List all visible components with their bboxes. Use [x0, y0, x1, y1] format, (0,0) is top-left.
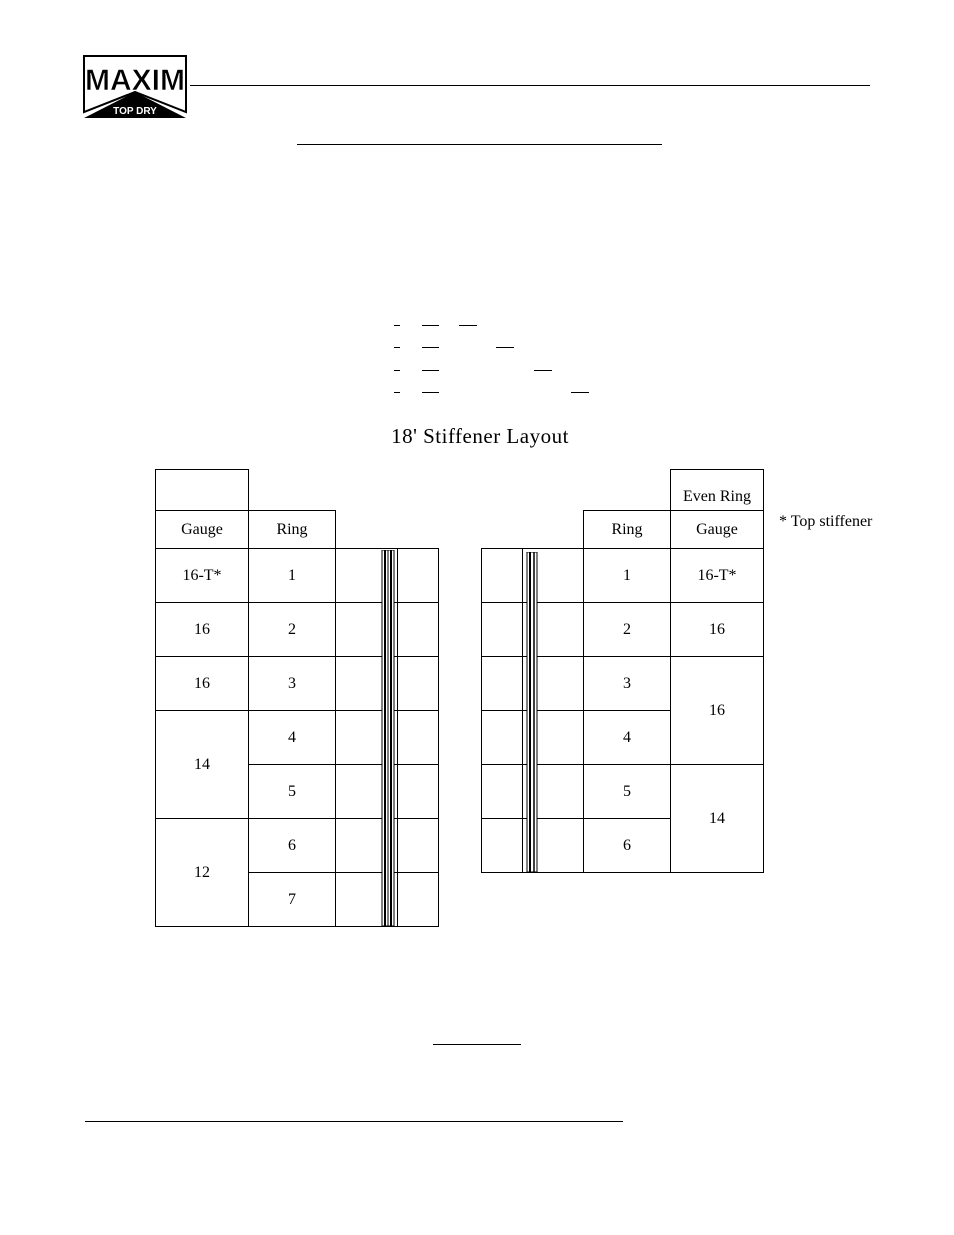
dash-mark: [394, 370, 400, 371]
dash-mark: [394, 347, 400, 348]
left-ring-cell: 5: [249, 765, 336, 819]
left-ring-cell: 6: [249, 819, 336, 873]
dash-mark: [534, 370, 552, 371]
heading-underline: [297, 144, 662, 145]
header-rule: [190, 85, 870, 86]
right-panel-cell: [482, 711, 523, 765]
dash-mark: [422, 392, 439, 393]
left-ring-cell: 1: [249, 549, 336, 603]
right-ring-cell: 4: [584, 711, 671, 765]
right-panel-cell: [482, 765, 523, 819]
dash-mark: [394, 325, 400, 326]
footer-rule: [85, 1121, 623, 1122]
dash-mark: [571, 392, 589, 393]
right-gauge-cell: 16: [671, 657, 764, 765]
left-gauge-cell: 16-T*: [156, 549, 249, 603]
dash-mark: [422, 347, 439, 348]
left-panel-cell: [398, 819, 439, 873]
dash-mark: [422, 325, 439, 326]
left-gauge-header: Gauge: [156, 511, 249, 549]
dash-mark: [422, 370, 439, 371]
left-ring-cell: 7: [249, 873, 336, 927]
right-ring-cell: 6: [584, 819, 671, 873]
left-gauge-cell: 16: [156, 657, 249, 711]
even-ring-header: Even Ring: [671, 470, 764, 511]
right-panel-cell: [482, 819, 523, 873]
right-ring-cell: 5: [584, 765, 671, 819]
dash-mark: [394, 392, 400, 393]
left-ring-cell: 3: [249, 657, 336, 711]
left-ring-cell: 4: [249, 711, 336, 765]
logo-brand: MAXIM: [85, 64, 185, 97]
logo-tagline: TOP DRY: [113, 106, 157, 117]
right-ring-cell: 1: [584, 549, 671, 603]
maxim-top-dry-logo: [82, 54, 188, 120]
right-ring-cell: 3: [584, 657, 671, 711]
page-title: 18' Stiffener Layout: [391, 424, 569, 448]
left-panel-cell: [398, 711, 439, 765]
left-panel-cell: [398, 549, 439, 603]
left-gauge-cell: 16: [156, 603, 249, 657]
left-panel-cell: [398, 873, 439, 927]
right-ring-cell: 2: [584, 603, 671, 657]
left-panel-cell: [398, 603, 439, 657]
left-ring-header: Ring: [249, 511, 336, 549]
left-group-header-cell: [156, 470, 249, 511]
right-panel-cell: [482, 549, 523, 603]
left-ring-cell: 2: [249, 603, 336, 657]
signature-rule: [433, 1044, 521, 1045]
footnote: * Top stiffener: [779, 513, 873, 530]
left-gauge-cell: 12: [156, 819, 249, 927]
right-stiffener-drawing: [524, 552, 542, 873]
dash-mark: [459, 325, 477, 326]
dash-mark: [496, 347, 514, 348]
right-gauge-cell: 16-T*: [671, 549, 764, 603]
right-gauge-header: Gauge: [671, 511, 764, 549]
right-gauge-cell: 16: [671, 603, 764, 657]
left-panel-cell: [398, 657, 439, 711]
left-panel-cell: [398, 765, 439, 819]
right-panel-cell: [482, 603, 523, 657]
right-ring-header: Ring: [584, 511, 671, 549]
right-gauge-cell: 14: [671, 765, 764, 873]
left-stiffener-drawing: [380, 550, 400, 927]
right-panel-cell: [482, 657, 523, 711]
left-gauge-cell: 14: [156, 711, 249, 819]
